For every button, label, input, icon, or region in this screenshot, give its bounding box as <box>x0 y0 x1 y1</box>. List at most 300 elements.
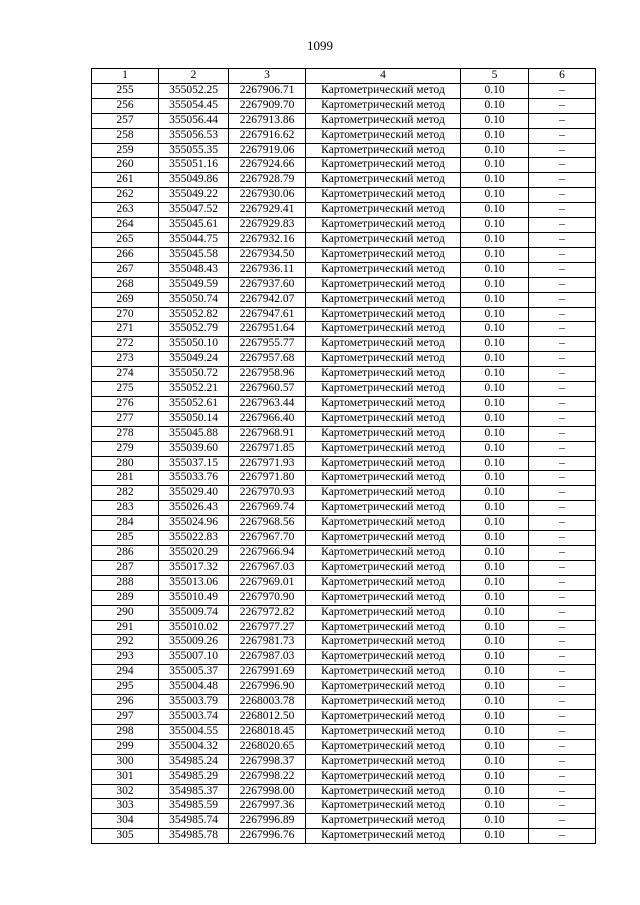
y-coordinate-cell: 2267969.74 <box>229 501 306 516</box>
x-coordinate-cell: 355049.59 <box>159 277 229 292</box>
table-row <box>92 113 596 128</box>
point-number-cell: 264 <box>92 218 159 233</box>
note-cell: – <box>529 769 596 784</box>
accuracy-cell: 0.10 <box>461 754 529 769</box>
point-number-cell: 283 <box>92 501 159 516</box>
y-coordinate-cell: 2267966.40 <box>229 411 306 426</box>
method-cell: Картометрический метод <box>306 396 461 411</box>
note-cell: – <box>529 724 596 739</box>
x-coordinate-cell: 355007.10 <box>159 650 229 665</box>
point-number-cell: 258 <box>92 128 159 143</box>
y-coordinate-cell: 2268003.78 <box>229 695 306 710</box>
x-coordinate-cell: 355003.74 <box>159 709 229 724</box>
x-coordinate-cell: 355051.16 <box>159 158 229 173</box>
note-cell: – <box>529 292 596 307</box>
method-cell: Картометрический метод <box>306 247 461 262</box>
table-row <box>92 98 596 113</box>
coordinates-table <box>91 68 596 844</box>
table-row <box>92 411 596 426</box>
note-cell: – <box>529 232 596 247</box>
note-cell: – <box>529 516 596 531</box>
table-row <box>92 635 596 650</box>
point-number-cell: 301 <box>92 769 159 784</box>
note-cell: – <box>529 665 596 680</box>
method-cell: Картометрический метод <box>306 98 461 113</box>
table-row <box>92 709 596 724</box>
point-number-cell: 292 <box>92 635 159 650</box>
y-coordinate-cell: 2267971.85 <box>229 441 306 456</box>
accuracy-cell: 0.10 <box>461 531 529 546</box>
method-cell: Картометрический метод <box>306 441 461 456</box>
point-number-cell: 256 <box>92 98 159 113</box>
y-coordinate-cell: 2267929.41 <box>229 203 306 218</box>
point-number-cell: 265 <box>92 232 159 247</box>
accuracy-cell: 0.10 <box>461 277 529 292</box>
note-cell: – <box>529 531 596 546</box>
accuracy-cell: 0.10 <box>461 620 529 635</box>
table-row <box>92 650 596 665</box>
note-cell: – <box>529 620 596 635</box>
x-coordinate-cell: 355033.76 <box>159 471 229 486</box>
accuracy-cell: 0.10 <box>461 769 529 784</box>
method-cell: Картометрический метод <box>306 680 461 695</box>
table-row <box>92 575 596 590</box>
point-number-cell: 268 <box>92 277 159 292</box>
y-coordinate-cell: 2267963.44 <box>229 396 306 411</box>
accuracy-cell: 0.10 <box>461 158 529 173</box>
x-coordinate-cell: 355020.29 <box>159 546 229 561</box>
table-row <box>92 367 596 382</box>
table-row <box>92 322 596 337</box>
page-number: 1099 <box>307 38 333 53</box>
x-coordinate-cell: 354985.37 <box>159 784 229 799</box>
accuracy-cell: 0.10 <box>461 650 529 665</box>
accuracy-cell: 0.10 <box>461 739 529 754</box>
x-coordinate-cell: 355050.72 <box>159 367 229 382</box>
point-number-cell: 269 <box>92 292 159 307</box>
method-cell: Картометрический метод <box>306 814 461 829</box>
x-coordinate-cell: 355056.53 <box>159 128 229 143</box>
x-coordinate-cell: 355050.10 <box>159 337 229 352</box>
note-cell: – <box>529 262 596 277</box>
x-coordinate-cell: 355049.86 <box>159 173 229 188</box>
x-coordinate-cell: 355009.74 <box>159 605 229 620</box>
y-coordinate-cell: 2267969.01 <box>229 575 306 590</box>
table-row <box>92 486 596 501</box>
y-coordinate-cell: 2267916.62 <box>229 128 306 143</box>
x-coordinate-cell: 355017.32 <box>159 560 229 575</box>
y-coordinate-cell: 2267967.03 <box>229 560 306 575</box>
x-coordinate-cell: 355022.83 <box>159 531 229 546</box>
accuracy-cell: 0.10 <box>461 128 529 143</box>
y-coordinate-cell: 2267997.36 <box>229 799 306 814</box>
point-number-cell: 286 <box>92 546 159 561</box>
note-cell: – <box>529 456 596 471</box>
x-coordinate-cell: 355049.24 <box>159 352 229 367</box>
note-cell: – <box>529 754 596 769</box>
accuracy-cell: 0.10 <box>461 635 529 650</box>
y-coordinate-cell: 2267929.83 <box>229 218 306 233</box>
accuracy-cell: 0.10 <box>461 382 529 397</box>
x-coordinate-cell: 355026.43 <box>159 501 229 516</box>
x-coordinate-cell: 355049.22 <box>159 188 229 203</box>
table-row <box>92 829 596 844</box>
accuracy-cell: 0.10 <box>461 322 529 337</box>
method-cell: Картометрический метод <box>306 754 461 769</box>
accuracy-cell: 0.10 <box>461 352 529 367</box>
x-coordinate-cell: 355009.26 <box>159 635 229 650</box>
accuracy-cell: 0.10 <box>461 814 529 829</box>
accuracy-cell: 0.10 <box>461 546 529 561</box>
y-coordinate-cell: 2267936.11 <box>229 262 306 277</box>
table-row <box>92 441 596 456</box>
note-cell: – <box>529 203 596 218</box>
table-row <box>92 292 596 307</box>
point-number-cell: 260 <box>92 158 159 173</box>
table-row <box>92 143 596 158</box>
method-cell: Картометрический метод <box>306 471 461 486</box>
note-cell: – <box>529 411 596 426</box>
x-coordinate-cell: 355045.58 <box>159 247 229 262</box>
table-row <box>92 590 596 605</box>
x-coordinate-cell: 355013.06 <box>159 575 229 590</box>
x-coordinate-cell: 355056.44 <box>159 113 229 128</box>
note-cell: – <box>529 501 596 516</box>
x-coordinate-cell: 355048.43 <box>159 262 229 277</box>
point-number-cell: 304 <box>92 814 159 829</box>
point-number-cell: 299 <box>92 739 159 754</box>
table-header-row <box>92 69 596 84</box>
x-coordinate-cell: 355044.75 <box>159 232 229 247</box>
method-cell: Картометрический метод <box>306 799 461 814</box>
accuracy-cell: 0.10 <box>461 232 529 247</box>
method-cell: Картометрический метод <box>306 590 461 605</box>
y-coordinate-cell: 2267968.56 <box>229 516 306 531</box>
note-cell: – <box>529 546 596 561</box>
note-cell: – <box>529 575 596 590</box>
point-number-cell: 259 <box>92 143 159 158</box>
point-number-cell: 303 <box>92 799 159 814</box>
accuracy-cell: 0.10 <box>461 143 529 158</box>
accuracy-cell: 0.10 <box>461 575 529 590</box>
table-row <box>92 382 596 397</box>
x-coordinate-cell: 355045.88 <box>159 426 229 441</box>
accuracy-cell: 0.10 <box>461 218 529 233</box>
accuracy-cell: 0.10 <box>461 709 529 724</box>
point-number-cell: 281 <box>92 471 159 486</box>
method-cell: Картометрический метод <box>306 769 461 784</box>
x-coordinate-cell: 355004.55 <box>159 724 229 739</box>
point-number-cell: 267 <box>92 262 159 277</box>
method-cell: Картометрический метод <box>306 232 461 247</box>
column-header: 2 <box>159 69 229 84</box>
accuracy-cell: 0.10 <box>461 411 529 426</box>
point-number-cell: 276 <box>92 396 159 411</box>
table-row <box>92 665 596 680</box>
y-coordinate-cell: 2267998.22 <box>229 769 306 784</box>
table-row <box>92 605 596 620</box>
table-row <box>92 724 596 739</box>
table-row <box>92 173 596 188</box>
x-coordinate-cell: 355004.32 <box>159 739 229 754</box>
x-coordinate-cell: 354985.24 <box>159 754 229 769</box>
x-coordinate-cell: 355055.35 <box>159 143 229 158</box>
method-cell: Картометрический метод <box>306 83 461 98</box>
method-cell: Картометрический метод <box>306 501 461 516</box>
method-cell: Картометрический метод <box>306 143 461 158</box>
x-coordinate-cell: 354985.29 <box>159 769 229 784</box>
method-cell: Картометрический метод <box>306 456 461 471</box>
point-number-cell: 275 <box>92 382 159 397</box>
table-row <box>92 471 596 486</box>
point-number-cell: 282 <box>92 486 159 501</box>
y-coordinate-cell: 2267928.79 <box>229 173 306 188</box>
accuracy-cell: 0.10 <box>461 829 529 844</box>
y-coordinate-cell: 2267981.73 <box>229 635 306 650</box>
note-cell: – <box>529 113 596 128</box>
x-coordinate-cell: 355050.14 <box>159 411 229 426</box>
accuracy-cell: 0.10 <box>461 680 529 695</box>
note-cell: – <box>529 247 596 262</box>
point-number-cell: 294 <box>92 665 159 680</box>
x-coordinate-cell: 355024.96 <box>159 516 229 531</box>
accuracy-cell: 0.10 <box>461 441 529 456</box>
accuracy-cell: 0.10 <box>461 784 529 799</box>
accuracy-cell: 0.10 <box>461 98 529 113</box>
note-cell: – <box>529 173 596 188</box>
note-cell: – <box>529 426 596 441</box>
point-number-cell: 293 <box>92 650 159 665</box>
y-coordinate-cell: 2267932.16 <box>229 232 306 247</box>
method-cell: Картометрический метод <box>306 322 461 337</box>
note-cell: – <box>529 695 596 710</box>
table-row <box>92 83 596 98</box>
y-coordinate-cell: 2267998.00 <box>229 784 306 799</box>
column-header: 6 <box>529 69 596 84</box>
method-cell: Картометрический метод <box>306 560 461 575</box>
table-row <box>92 784 596 799</box>
table-row <box>92 396 596 411</box>
note-cell: – <box>529 650 596 665</box>
accuracy-cell: 0.10 <box>461 203 529 218</box>
note-cell: – <box>529 680 596 695</box>
y-coordinate-cell: 2267966.94 <box>229 546 306 561</box>
table-row <box>92 620 596 635</box>
y-coordinate-cell: 2267919.06 <box>229 143 306 158</box>
point-number-cell: 278 <box>92 426 159 441</box>
point-number-cell: 298 <box>92 724 159 739</box>
point-number-cell: 295 <box>92 680 159 695</box>
accuracy-cell: 0.10 <box>461 486 529 501</box>
accuracy-cell: 0.10 <box>461 665 529 680</box>
table-row <box>92 531 596 546</box>
note-cell: – <box>529 367 596 382</box>
point-number-cell: 277 <box>92 411 159 426</box>
accuracy-cell: 0.10 <box>461 426 529 441</box>
method-cell: Картометрический метод <box>306 262 461 277</box>
accuracy-cell: 0.10 <box>461 695 529 710</box>
y-coordinate-cell: 2267957.68 <box>229 352 306 367</box>
point-number-cell: 280 <box>92 456 159 471</box>
note-cell: – <box>529 471 596 486</box>
note-cell: – <box>529 486 596 501</box>
table-row <box>92 128 596 143</box>
note-cell: – <box>529 560 596 575</box>
note-cell: – <box>529 98 596 113</box>
note-cell: – <box>529 307 596 322</box>
y-coordinate-cell: 2267967.70 <box>229 531 306 546</box>
accuracy-cell: 0.10 <box>461 113 529 128</box>
x-coordinate-cell: 355005.37 <box>159 665 229 680</box>
y-coordinate-cell: 2267991.69 <box>229 665 306 680</box>
method-cell: Картометрический метод <box>306 829 461 844</box>
method-cell: Картометрический метод <box>306 486 461 501</box>
accuracy-cell: 0.10 <box>461 396 529 411</box>
note-cell: – <box>529 188 596 203</box>
accuracy-cell: 0.10 <box>461 456 529 471</box>
accuracy-cell: 0.10 <box>461 188 529 203</box>
y-coordinate-cell: 2267958.96 <box>229 367 306 382</box>
method-cell: Картометрический метод <box>306 218 461 233</box>
accuracy-cell: 0.10 <box>461 471 529 486</box>
y-coordinate-cell: 2268020.65 <box>229 739 306 754</box>
x-coordinate-cell: 355047.52 <box>159 203 229 218</box>
point-number-cell: 274 <box>92 367 159 382</box>
y-coordinate-cell: 2267937.60 <box>229 277 306 292</box>
point-number-cell: 266 <box>92 247 159 262</box>
x-coordinate-cell: 355052.79 <box>159 322 229 337</box>
accuracy-cell: 0.10 <box>461 83 529 98</box>
x-coordinate-cell: 355037.15 <box>159 456 229 471</box>
method-cell: Картометрический метод <box>306 203 461 218</box>
x-coordinate-cell: 355039.60 <box>159 441 229 456</box>
note-cell: – <box>529 277 596 292</box>
y-coordinate-cell: 2267998.37 <box>229 754 306 769</box>
table-row <box>92 516 596 531</box>
table-row <box>92 307 596 322</box>
y-coordinate-cell: 2267947.61 <box>229 307 306 322</box>
note-cell: – <box>529 590 596 605</box>
y-coordinate-cell: 2267996.76 <box>229 829 306 844</box>
accuracy-cell: 0.10 <box>461 799 529 814</box>
point-number-cell: 279 <box>92 441 159 456</box>
method-cell: Картометрический метод <box>306 352 461 367</box>
table-row <box>92 232 596 247</box>
accuracy-cell: 0.10 <box>461 367 529 382</box>
y-coordinate-cell: 2267924.66 <box>229 158 306 173</box>
method-cell: Картометрический метод <box>306 620 461 635</box>
method-cell: Картометрический метод <box>306 158 461 173</box>
column-header: 4 <box>306 69 461 84</box>
x-coordinate-cell: 355052.61 <box>159 396 229 411</box>
method-cell: Картометрический метод <box>306 739 461 754</box>
note-cell: – <box>529 799 596 814</box>
table-row <box>92 695 596 710</box>
table-row <box>92 814 596 829</box>
accuracy-cell: 0.10 <box>461 307 529 322</box>
table-row <box>92 203 596 218</box>
note-cell: – <box>529 352 596 367</box>
y-coordinate-cell: 2267972.82 <box>229 605 306 620</box>
point-number-cell: 272 <box>92 337 159 352</box>
x-coordinate-cell: 355052.25 <box>159 83 229 98</box>
table-row <box>92 680 596 695</box>
point-number-cell: 289 <box>92 590 159 605</box>
accuracy-cell: 0.10 <box>461 516 529 531</box>
y-coordinate-cell: 2267970.90 <box>229 590 306 605</box>
note-cell: – <box>529 158 596 173</box>
point-number-cell: 300 <box>92 754 159 769</box>
point-number-cell: 287 <box>92 560 159 575</box>
x-coordinate-cell: 354985.74 <box>159 814 229 829</box>
x-coordinate-cell: 355052.82 <box>159 307 229 322</box>
table-body <box>92 83 596 843</box>
method-cell: Картометрический метод <box>306 382 461 397</box>
method-cell: Картометрический метод <box>306 531 461 546</box>
point-number-cell: 302 <box>92 784 159 799</box>
table-row <box>92 158 596 173</box>
note-cell: – <box>529 322 596 337</box>
method-cell: Картометрический метод <box>306 337 461 352</box>
table-row <box>92 352 596 367</box>
table-row <box>92 262 596 277</box>
table-row <box>92 739 596 754</box>
y-coordinate-cell: 2267955.77 <box>229 337 306 352</box>
point-number-cell: 291 <box>92 620 159 635</box>
table-row <box>92 218 596 233</box>
point-number-cell: 261 <box>92 173 159 188</box>
table-row <box>92 337 596 352</box>
x-coordinate-cell: 355045.61 <box>159 218 229 233</box>
y-coordinate-cell: 2267930.06 <box>229 188 306 203</box>
accuracy-cell: 0.10 <box>461 501 529 516</box>
y-coordinate-cell: 2267971.93 <box>229 456 306 471</box>
note-cell: – <box>529 784 596 799</box>
column-header: 5 <box>461 69 529 84</box>
note-cell: – <box>529 605 596 620</box>
y-coordinate-cell: 2267977.27 <box>229 620 306 635</box>
y-coordinate-cell: 2267934.50 <box>229 247 306 262</box>
accuracy-cell: 0.10 <box>461 173 529 188</box>
x-coordinate-cell: 354985.78 <box>159 829 229 844</box>
point-number-cell: 288 <box>92 575 159 590</box>
y-coordinate-cell: 2267996.90 <box>229 680 306 695</box>
table-row <box>92 277 596 292</box>
method-cell: Картометрический метод <box>306 724 461 739</box>
method-cell: Картометрический метод <box>306 605 461 620</box>
column-header: 1 <box>92 69 159 84</box>
note-cell: – <box>529 829 596 844</box>
point-number-cell: 297 <box>92 709 159 724</box>
x-coordinate-cell: 354985.59 <box>159 799 229 814</box>
note-cell: – <box>529 337 596 352</box>
y-coordinate-cell: 2267909.70 <box>229 98 306 113</box>
method-cell: Картометрический метод <box>306 292 461 307</box>
y-coordinate-cell: 2267960.57 <box>229 382 306 397</box>
method-cell: Картометрический метод <box>306 426 461 441</box>
y-coordinate-cell: 2267906.71 <box>229 83 306 98</box>
accuracy-cell: 0.10 <box>461 337 529 352</box>
accuracy-cell: 0.10 <box>461 605 529 620</box>
accuracy-cell: 0.10 <box>461 724 529 739</box>
method-cell: Картометрический метод <box>306 307 461 322</box>
method-cell: Картометрический метод <box>306 367 461 382</box>
method-cell: Картометрический метод <box>306 635 461 650</box>
method-cell: Картометрический метод <box>306 173 461 188</box>
method-cell: Картометрический метод <box>306 709 461 724</box>
method-cell: Картометрический метод <box>306 784 461 799</box>
x-coordinate-cell: 355050.74 <box>159 292 229 307</box>
